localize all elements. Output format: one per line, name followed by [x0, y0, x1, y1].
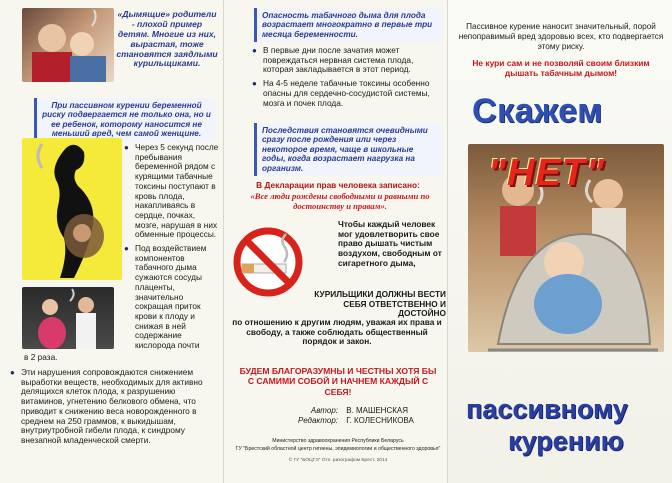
author-row: [294, 406, 444, 416]
title-kureniyu: курению: [508, 426, 624, 456]
right-text-side: Чтобы каждый человек мог удовлетворить свое право дышать чистым воздухом, свободным от сигаретного дыма,: [338, 219, 442, 268]
box-danger-fetus: Опасность табачного дыма для плода возрастает многократно в первые три месяца беременности.: [254, 8, 442, 42]
editor-name: Г. КОЛЕСНИКОВА: [346, 416, 414, 426]
bullet-vessels: ● Под воздействием компонентов табачного дыма сужаются сосуды плаценты, значительно сокращая приток крови к плоду и снижая в ней содержание кислорода почти: [124, 244, 220, 351]
bullet-first-days: ● В первые дни после зачатия может повреждаться нервная система плода, которая закладывается в этот период.: [252, 46, 444, 75]
panel-middle: [224, 0, 448, 483]
title-passivnomu: пассивному: [466, 394, 628, 424]
editor-row: [294, 416, 444, 426]
box-consequences: Последствия становятся очевидными сразу после рождения или через некоторое время, чаще в школьные годы, когда возрастает нагрузка на организм.: [254, 123, 442, 176]
bullet-list-lower: [10, 368, 218, 450]
declaration-quote: «Все люди рождены свободными и равными по достоинству и правам».: [250, 191, 430, 211]
photo-smoking-parents: [22, 8, 114, 82]
bullet-list-upper: [124, 143, 220, 355]
credits: [294, 406, 444, 427]
footer-print: © ГУ "БОЦГЭ" Отп. ризографом Брест, 2014: [288, 458, 388, 463]
slogan: БУДЕМ БЛАГОРАЗУМНЫ И ЧЕСТНЫ ХОТЯ БЫ С САМИМИ СОБОЙ И НАЧНЕМ КАЖДЫЙ С СЕБЯ!: [239, 366, 437, 397]
bullet-violations: ● Эти нарушения сопровождаются снижением выработки веществ, необходимых для активно делящихся клеток плода, к разрушению витаминов, угнетению белкового обмена, что приводит к снижению веса новорожденного в среднем на 250 граммов, к выкидышам, внутриутробной гибели плода, к синдрому внезапной младенческой смерти.: [10, 368, 218, 446]
box-passive-pregnant: При пассивном курении беременной риску подвергается не только она, но и ее ребенок, которому наносится не меньший вред, чем самой женщине.: [34, 98, 216, 142]
no-smoking-sign: [232, 226, 304, 298]
intro-red: Не кури сам и не позволяй своим близким дышать табачным дымом!: [472, 58, 650, 79]
panel-cover: [448, 0, 672, 483]
author-name: В. МАШЕНСКАЯ: [346, 406, 409, 415]
footer-center: ГУ "Брестский областной центр гигиены, эпидемиологии и общественного здоровья": [235, 446, 441, 452]
declaration-heading: В Декларации прав человека записано:: [256, 180, 420, 190]
bullet-4-5-week: ● На 4-5 неделе табачные токсины особенно опасны для сердечно-сосудистой системы, мозга и почек плода.: [252, 79, 444, 108]
no-smoking-icon: [232, 226, 304, 298]
bullet-list-fetus: [252, 46, 444, 112]
intro-black: Пассивное курение наносит значительный, порой непоправимый вред здоровью всех, кто подвергается этому риску.: [458, 22, 664, 51]
vessels-tail: в 2 раза.: [24, 352, 58, 362]
title-skazhem: Скажем: [472, 92, 603, 130]
right-text-caps: КУРИЛЬЩИКИ ДОЛЖНЫ ВЕСТИ СЕБЯ ОТВЕТСТВЕННО И ДОСТОЙНО: [314, 289, 446, 319]
photo-pregnant-silhouette: [22, 138, 122, 280]
editor-label: Редактор:: [297, 416, 338, 426]
right-text-rest: по отношению к другим людям, уважая их права и свободу, а также соблюдать общественный порядок и закон.: [232, 317, 442, 347]
footer-ministry: Министерство здравоохранения Республики Беларусь: [272, 438, 404, 444]
bullet-5-seconds: ● Через 5 секунд после пребывания беременной рядом с курящими табачные токсины поступают в кровь плода, накапливаясь в сердце, почках, мозге, нарушая в них обменные процессы.: [124, 143, 220, 240]
photo-couple-smoke: [22, 287, 114, 349]
author-label: Автор:: [310, 406, 338, 415]
quote-top: «Дымящие» родители - плохой пример детям. Многие из них, вырастая, тоже становятся заядлыми курильщиками.: [116, 9, 218, 69]
title-net: "НЕТ": [488, 152, 606, 194]
panel-left: [0, 0, 224, 483]
